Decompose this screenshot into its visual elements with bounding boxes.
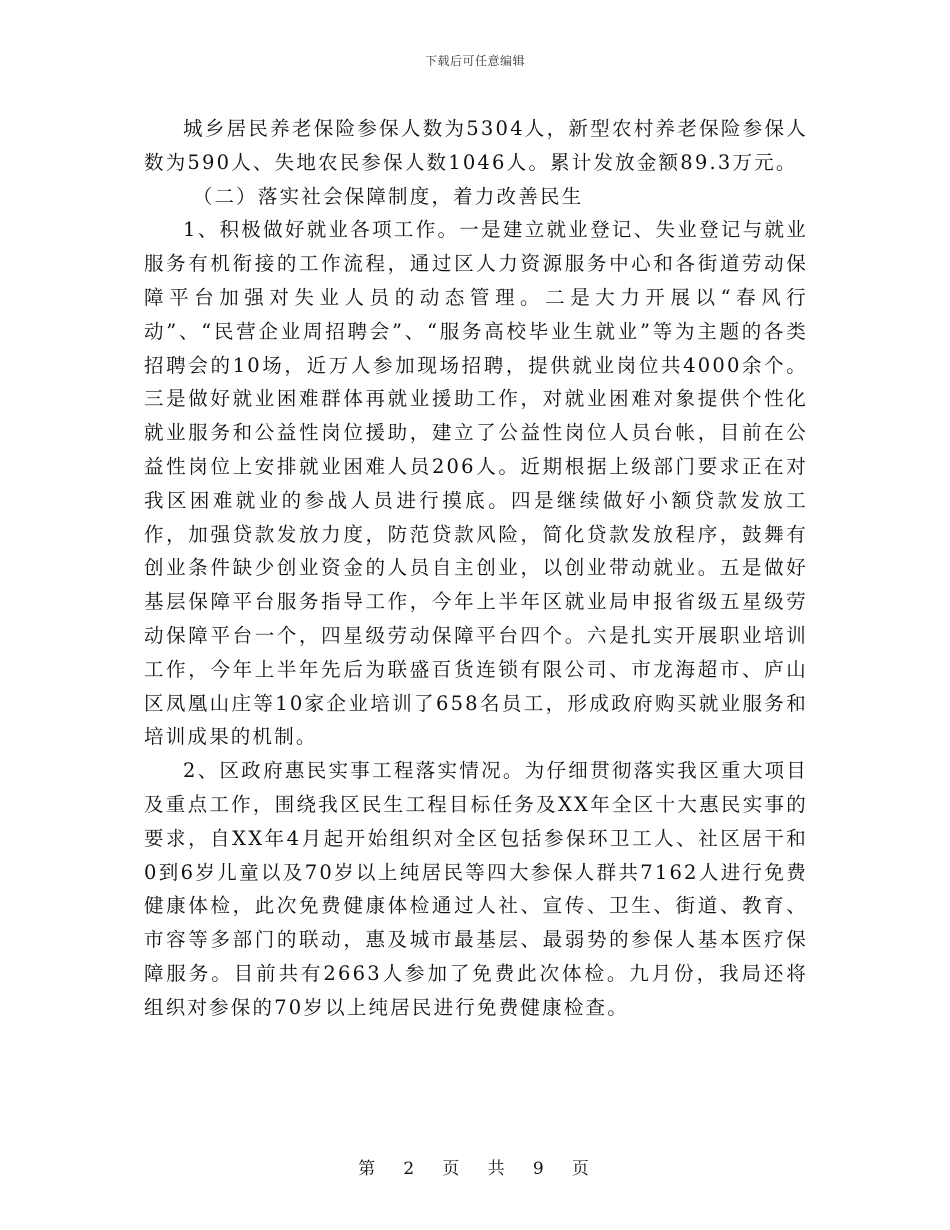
- paragraph-employment: 1、积极做好就业各项工作。一是建立就业登记、失业登记与就业服务有机衔接的工作流程，通过区人力资源服务中心和各街道劳动保障平台加强对失业人员的动态管理。二是大力开展以“春风行动”、“民营企业周招聘会”、“服务高校毕业生就业”等为主题的各类招聘会的10场，近万人参加现场招聘，提供就业岗位共4000余个。三是做好就业困难群体再就业援助工作，对就业困难对象提供个性化就业服务和公益性岗位援助，建立了公益性岗位人员台帐，目前在公益性岗位上安排就业困难人员206人。近期根据上级部门要求正在对我区困难就业的参战人员进行摸底。四是继续做好小额贷款发放工作，加强贷款发放力度，防范贷款风险，简化贷款发放程序，鼓舞有创业条件缺少创业资金的人员自主创业，以创业带动就业。五是做好基层保障平台服务指导工作，今年上半年区就业局申报省级五星级劳动保障平台一个，四星级劳动保障平台四个。六是扎实开展职业培训工作，今年上半年先后为联盛百货连锁有限公司、市龙海超市、庐山区凤凰山庄等10家企业培训了658名员工，形成政府购买就业服务和培训成果的机制。: [144, 218, 808, 749]
- document-body: [144, 112, 808, 1025]
- paragraph-pension-stats: 城乡居民养老保险参保人数为5304人，新型农村养老保险参保人数为590人、失地农民参保人数1046人。累计发放金额89.3万元。: [144, 117, 808, 174]
- page-header: 下载后可任意编辑: [424, 54, 525, 68]
- footer-label-gong: 共: [487, 1159, 508, 1179]
- footer-current-page: 2: [403, 1159, 418, 1179]
- section-heading: （二）落实社会保障制度，着力改善民生: [192, 184, 584, 208]
- footer-label-di: 第: [358, 1159, 379, 1179]
- footer-total-pages: 9: [532, 1159, 547, 1179]
- footer-label-ye2: 页: [571, 1159, 592, 1179]
- paragraph-health-checkup: 2、区政府惠民实事工程落实情况。为仔细贯彻落实我区重大项目及重点工作，围绕我区民生工程目标任务及XX年全区十大惠民实事的要求，自XX年4月起开始组织对全区包括参保环卫工人、社区居干和0到6岁儿童以及70岁以上纯居民等四大参保人群共7162人进行免费健康体检，此次免费健康体检通过人社、宣传、卫生、街道、教育、市容等多部门的联动，惠及城市最基层、最弱势的参保人基本医疗保障服务。目前共有2663人参加了免费此次体检。九月份，我局还将组织对参保的70岁以上纯居民进行免费健康检查。: [144, 759, 808, 1019]
- footer-label-ye: 页: [442, 1159, 463, 1179]
- page-footer: [0, 1154, 950, 1179]
